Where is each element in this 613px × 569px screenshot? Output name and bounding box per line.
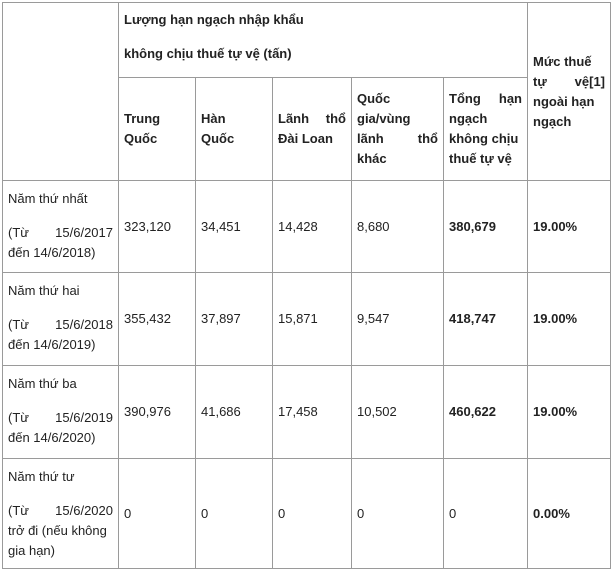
china-quota-value: 323,120 — [119, 181, 196, 273]
total-quota-value: 0 — [444, 459, 528, 569]
china-quota-value: 355,432 — [119, 273, 196, 366]
table-row — [3, 273, 611, 366]
total-quota-value: 380,679 — [444, 181, 528, 273]
china-quota-value: 0 — [119, 459, 196, 569]
table-row — [3, 366, 611, 459]
taiwan-quota-value: 0 — [273, 459, 352, 569]
taiwan-quota-value: 15,871 — [273, 273, 352, 366]
other-quota-value: 0 — [352, 459, 444, 569]
year-label-cell: Năm thứ tư (Từ 15/6/2020 trở đi (nếu không gia hạn) — [3, 459, 119, 569]
china-quota-value: 390,976 — [119, 366, 196, 459]
column-header-total: Tổng hạn ngạch không chịu thuế tự vệ — [444, 78, 528, 181]
safeguard-rate-value: 19.00% — [528, 273, 611, 366]
korea-quota-value: 41,686 — [196, 366, 273, 459]
column-header-other: Quốc gia/vùng lãnh thổ khác — [352, 78, 444, 181]
taiwan-quota-value: 14,428 — [273, 181, 352, 273]
taiwan-quota-value: 17,458 — [273, 366, 352, 459]
korea-quota-value: 0 — [196, 459, 273, 569]
other-quota-value: 10,502 — [352, 366, 444, 459]
other-quota-value: 9,547 — [352, 273, 444, 366]
quota-group-header: Lượng hạn ngạch nhập khẩu không chịu thuế tự vệ (tấn) — [119, 3, 528, 78]
column-header-taiwan: Lãnh thổ Đài Loan — [273, 78, 352, 181]
korea-quota-value: 34,451 — [196, 181, 273, 273]
year-label-cell: Năm thứ ba (Từ 15/6/2019 đến 14/6/2020) — [3, 366, 119, 459]
table-row — [3, 181, 611, 273]
column-header-korea: Hàn Quốc — [196, 78, 273, 181]
empty-corner-cell — [3, 3, 119, 181]
safeguard-rate-value: 19.00% — [528, 181, 611, 273]
safeguard-rate-value: 0.00% — [528, 459, 611, 569]
korea-quota-value: 37,897 — [196, 273, 273, 366]
safeguard-rate-value: 19.00% — [528, 366, 611, 459]
year-label-cell: Năm thứ hai (Từ 15/6/2018 đến 14/6/2019) — [3, 273, 119, 366]
total-quota-value: 418,747 — [444, 273, 528, 366]
table-row — [3, 459, 611, 569]
safeguard-rate-header: Mức thuế tự vệ[1] ngoài hạn ngạch — [528, 3, 611, 181]
column-header-china: Trung Quốc — [119, 78, 196, 181]
year-label-cell: Năm thứ nhất (Từ 15/6/2017 đến 14/6/2018) — [3, 181, 119, 273]
safeguard-quota-table — [2, 2, 611, 569]
other-quota-value: 8,680 — [352, 181, 444, 273]
total-quota-value: 460,622 — [444, 366, 528, 459]
